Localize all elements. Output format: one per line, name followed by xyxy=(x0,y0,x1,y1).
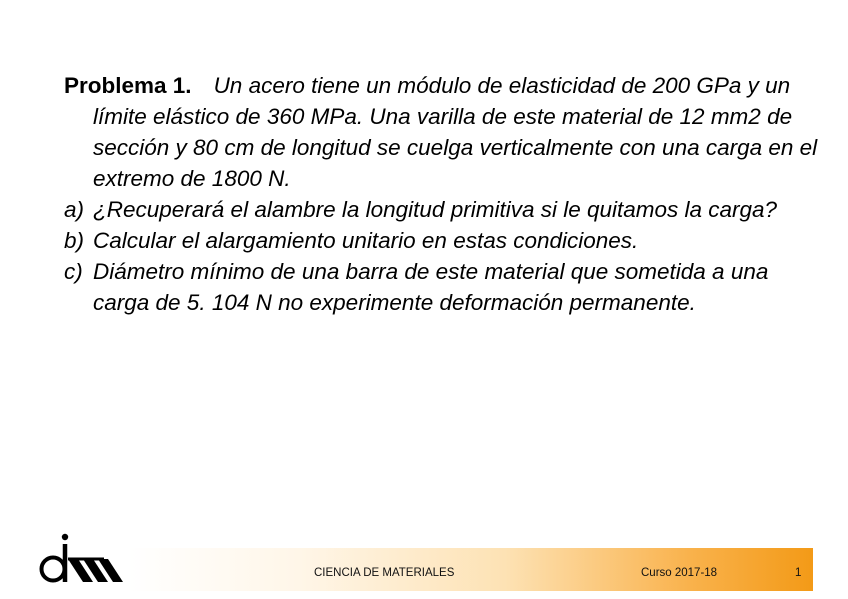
question-marker-b: b) xyxy=(64,228,85,253)
question-item-c xyxy=(64,256,824,318)
question-text-c: Diámetro mínimo de una barra de este material que sometida a una carga de 5. 104 N no experimente deformación permanente. xyxy=(93,259,769,315)
problem-statement xyxy=(64,70,824,318)
problem-text: Un acero tiene un módulo de elasticidad de 200 GPa y un límite elástico de 360 MPa. Una varilla de este material de 12 mm2 de sección y 80 cm de longitud se cuelga verticalmente con una carga en el extremo de 1800 N. xyxy=(93,73,818,191)
question-marker-c: c) xyxy=(64,259,83,284)
problem-intro xyxy=(64,70,824,194)
footer-band xyxy=(128,548,813,591)
department-logo-icon xyxy=(38,532,130,588)
slide-footer xyxy=(0,532,848,592)
question-text-a: ¿Recuperará el alambre la longitud primitiva si le quitamos la carga? xyxy=(93,197,778,222)
course-name: CIENCIA DE MATERIALES xyxy=(314,567,455,579)
question-item-a xyxy=(64,194,824,225)
question-marker-a: a) xyxy=(64,197,85,222)
page-number: 1 xyxy=(795,567,802,579)
course-year: Curso 2017-18 xyxy=(641,567,718,579)
problem-title: Problema 1. xyxy=(64,73,192,98)
question-item-b xyxy=(64,225,824,256)
question-text-b: Calcular el alargamiento unitario en estas condiciones. xyxy=(93,228,639,253)
